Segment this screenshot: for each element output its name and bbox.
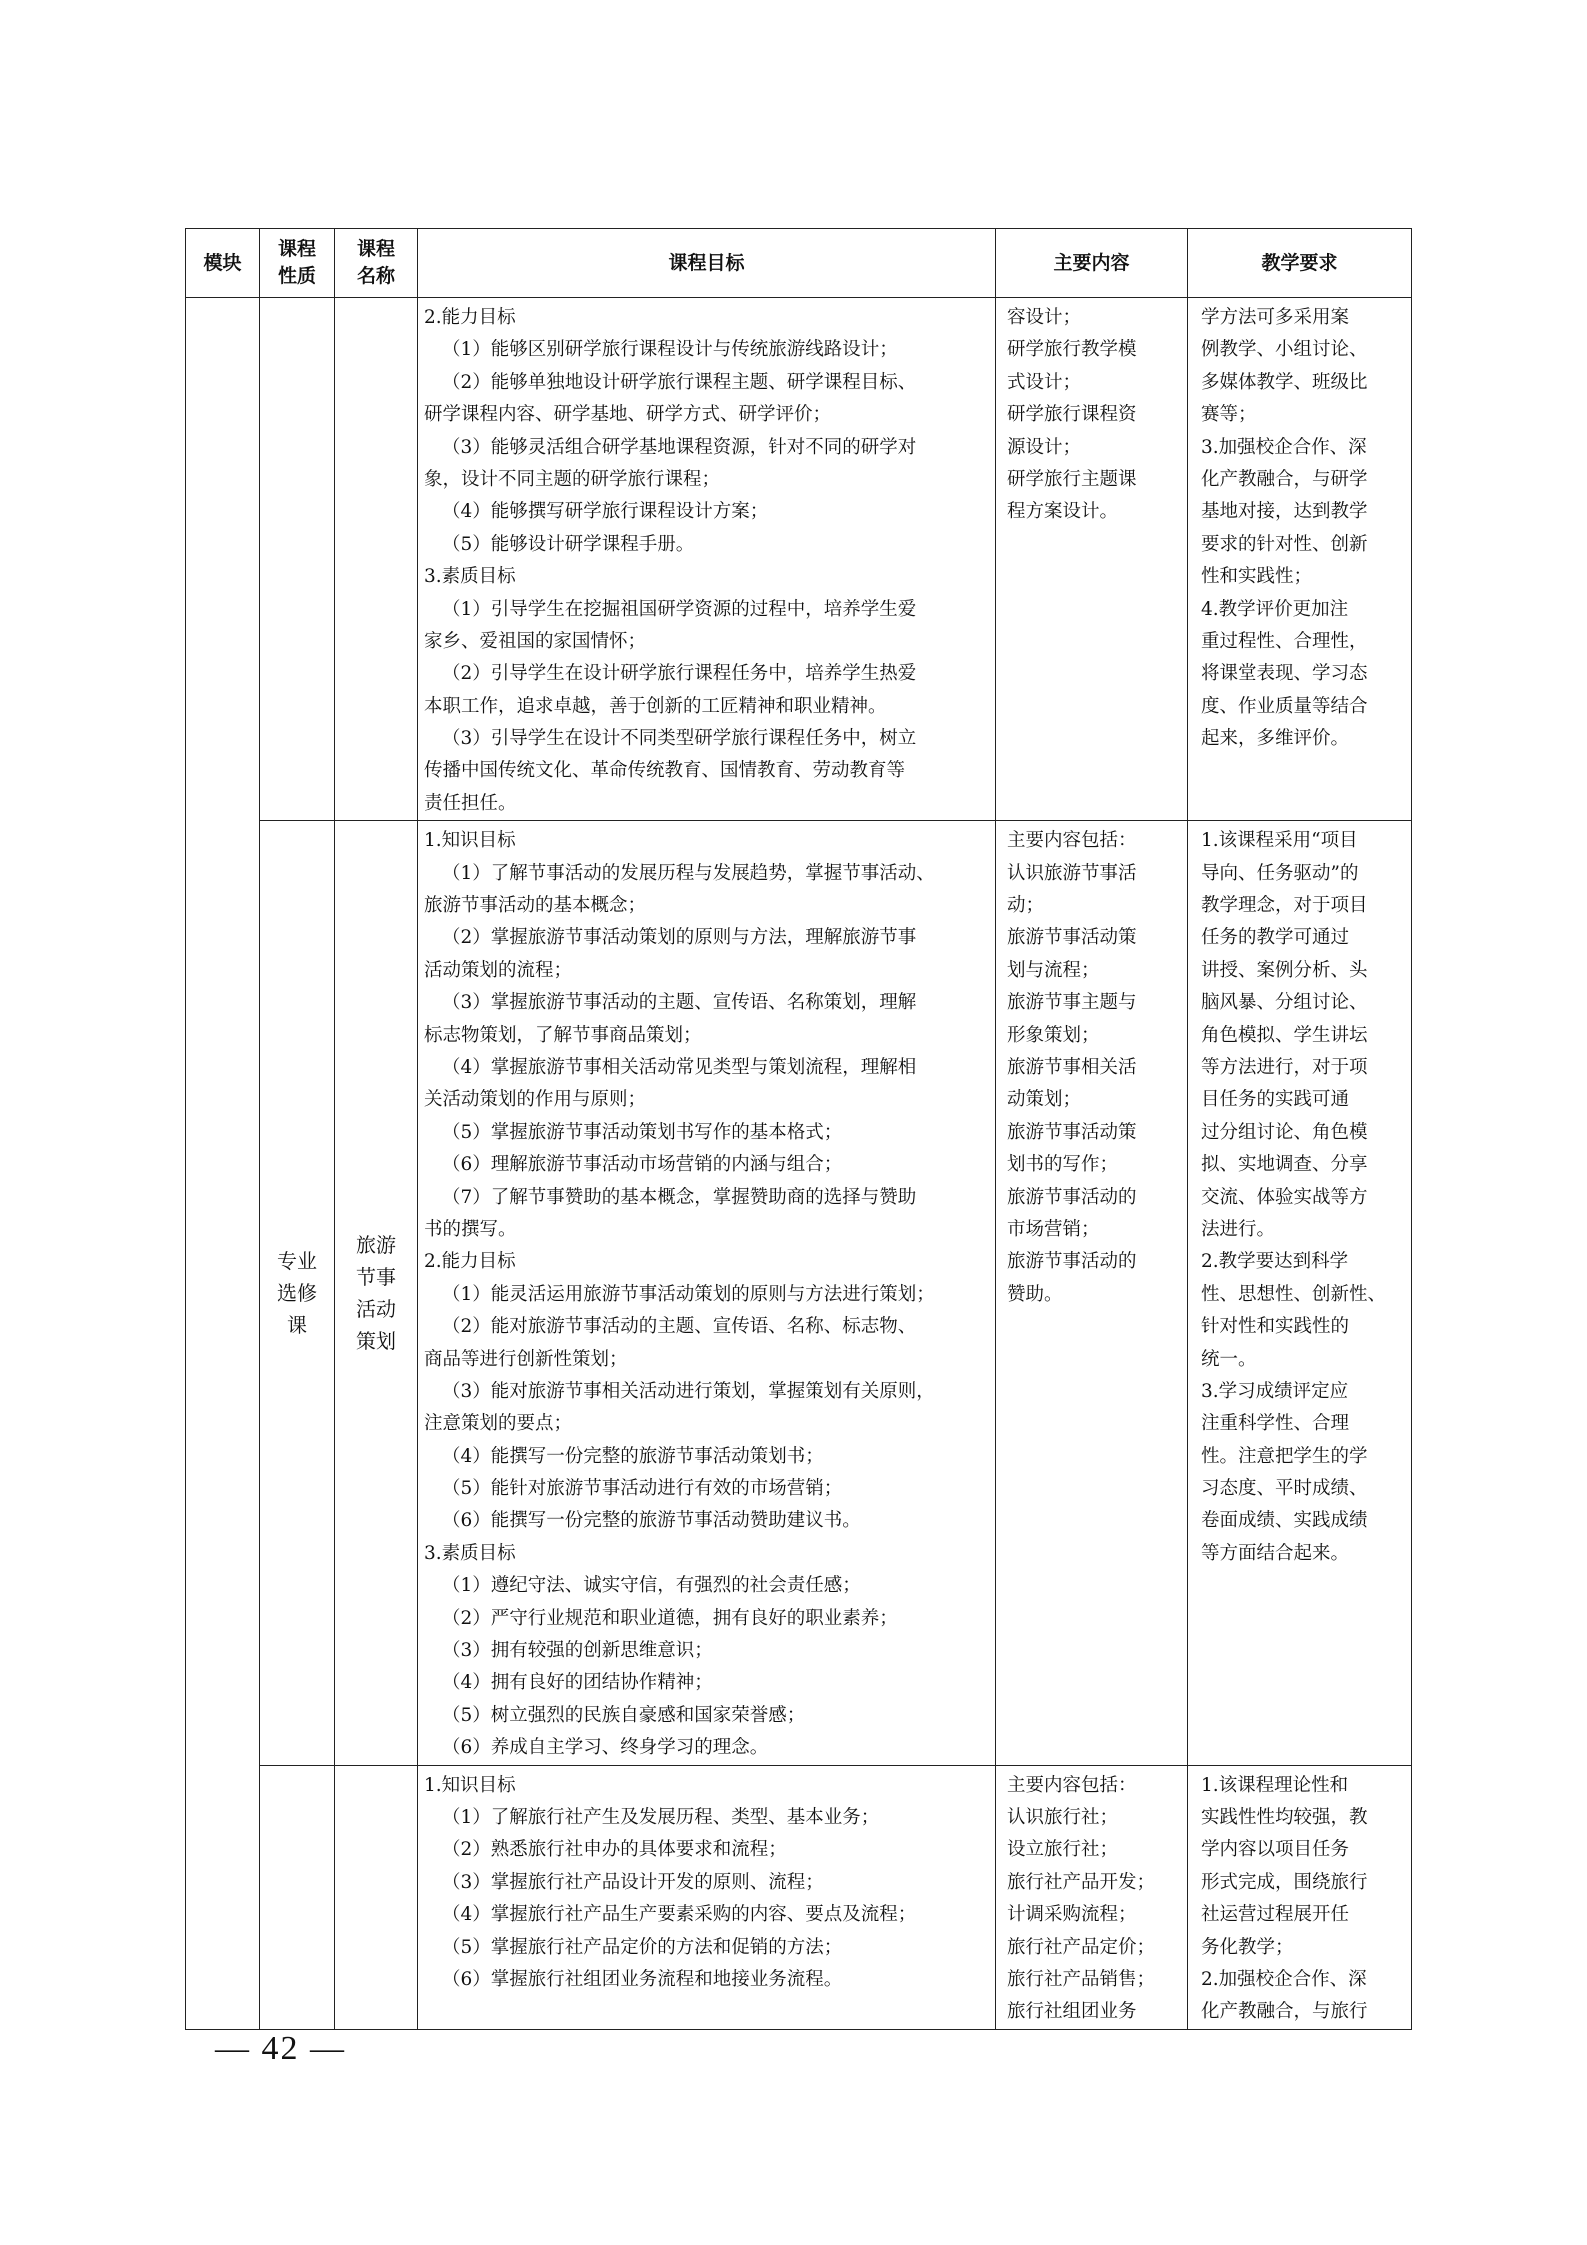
- text-line: 象，设计不同主题的研学旅行课程；: [424, 468, 721, 490]
- text-line: 脑风暴、分组讨论、: [1201, 992, 1368, 1014]
- text-line: （3）引导学生在设计不同类型研学旅行课程任务中，树立: [442, 728, 917, 750]
- text-line: （7）了解节事赞助的基本概念，掌握赞助商的选择与赞助: [442, 1186, 917, 1208]
- course-name-cell: [335, 821, 418, 1765]
- text-line: 1.该课程采用“项目: [1201, 830, 1358, 852]
- course-goals-cell: [418, 298, 996, 821]
- text-line: 形象策划；: [1007, 1024, 1100, 1046]
- text-line: 等方面结合起来。: [1201, 1542, 1350, 1564]
- text-line: 目任务的实践可通: [1201, 1089, 1350, 1111]
- text-line: （1）了解旅行社产生及发展历程、类型、基本业务；: [442, 1806, 880, 1828]
- text-line: 讲授、案例分析、头: [1201, 959, 1368, 981]
- text-line: 导向、任务驱动”的: [1201, 862, 1359, 884]
- label-line: 节事: [356, 1264, 396, 1289]
- text-line: 起来，多维评价。: [1201, 728, 1350, 750]
- text-line: （6）掌握旅行社组团业务流程和地接业务流程。: [442, 1968, 843, 1990]
- module-cell: [186, 298, 260, 2030]
- text-line: 2.能力目标: [424, 307, 516, 328]
- text-line: （2）能够单独地设计研学旅行课程主题、研学课程目标、: [442, 371, 917, 393]
- text-line: 拟、实地调查、分享: [1201, 1154, 1368, 1176]
- text-line: 式设计；: [1007, 371, 1082, 393]
- text-line: （6）能撰写一份完整的旅游节事活动赞助建议书。: [442, 1510, 861, 1532]
- text-line: （2）掌握旅游节事活动策划的原则与方法，理解旅游节事: [442, 927, 917, 949]
- text-line: 注意策划的要点；: [424, 1413, 573, 1435]
- text-line: （1）遵纪守法、诚实守信，有强烈的社会责任感；: [442, 1575, 861, 1597]
- main-content-cell: [996, 821, 1188, 1765]
- header-course-goals: 课程目标: [418, 229, 996, 298]
- text-line: 3.素质目标: [424, 1542, 516, 1564]
- text-line: 关活动策划的作用与原则；: [424, 1089, 647, 1111]
- text-line: 要求的针对性、创新: [1201, 533, 1368, 555]
- text-line: 社运营过程展开任: [1201, 1904, 1350, 1926]
- label-line: 选修: [277, 1280, 317, 1305]
- text-line: 主要内容包括：: [1007, 1774, 1137, 1796]
- text-line: 旅行社产品开发；: [1007, 1871, 1156, 1893]
- text-line: 习态度、平时成绩、: [1201, 1478, 1368, 1500]
- text-line: 源设计；: [1007, 436, 1082, 458]
- text-line: 旅游节事活动的: [1007, 1251, 1137, 1273]
- text-line: 2.能力目标: [424, 1251, 516, 1273]
- text-line: 责任担任。: [424, 792, 517, 814]
- text-line: 旅游节事活动的: [1007, 1186, 1137, 1208]
- text-line: 针对性和实践性的: [1201, 1316, 1350, 1338]
- text-line: （5）掌握旅行社产品定价的方法和促销的方法；: [442, 1936, 843, 1958]
- teaching-requirements-cell: [1188, 1765, 1412, 2029]
- text-line: 研学课程内容、研学基地、研学方式、研学评价；: [424, 404, 832, 426]
- text-line: 家乡、爱祖国的家国情怀；: [424, 630, 647, 652]
- header-course-nature: [260, 229, 335, 298]
- text-line: 形式完成，围绕旅行: [1201, 1871, 1368, 1893]
- table-row: [186, 298, 1412, 821]
- text-line: 性和实践性；: [1201, 566, 1313, 588]
- text-line: 重过程性、合理性，: [1201, 630, 1368, 652]
- text-line: 旅游节事主题与: [1007, 992, 1137, 1014]
- text-line: 书的撰写。: [424, 1218, 517, 1240]
- text-line: （4）能撰写一份完整的旅游节事活动策划书；: [442, 1445, 824, 1467]
- teaching-requirements-cell: [1188, 821, 1412, 1765]
- text-line: 主要内容包括：: [1007, 830, 1137, 852]
- course-table: [185, 228, 1412, 2030]
- text-line: 2.加强校企合作、深: [1201, 1968, 1367, 1990]
- text-line: 商品等进行创新性策划；: [424, 1348, 628, 1370]
- header-module: 模块: [186, 229, 260, 298]
- text-line: （3）能够灵活组合研学基地课程资源，针对不同的研学对: [442, 436, 917, 458]
- text-line: （1）引导学生在挖掘祖国研学资源的过程中，培养学生爱: [442, 598, 917, 620]
- text-line: 3.加强校企合作、深: [1201, 436, 1367, 458]
- text-line: 多媒体教学、班级比: [1201, 371, 1368, 393]
- text-line: 市场营销；: [1007, 1218, 1100, 1240]
- table-row: [186, 821, 1412, 1765]
- text-line: 实践性性均较强，教: [1201, 1806, 1368, 1828]
- text-line: （2）严守行业规范和职业道德，拥有良好的职业素养；: [442, 1607, 898, 1629]
- text-line: 1.知识目标: [424, 1774, 516, 1796]
- text-line: （4）拥有良好的团结协作精神；: [442, 1672, 713, 1694]
- text-line: 3.学习成绩评定应: [1201, 1380, 1349, 1402]
- text-line: （4）掌握旅行社产品生产要素采购的内容、要点及流程；: [442, 1904, 917, 1926]
- text-line: 教学理念，对于项目: [1201, 895, 1368, 917]
- text-line: 划与流程；: [1007, 959, 1100, 981]
- text-line: 设立旅行社；: [1007, 1839, 1119, 1861]
- main-content-cell: [996, 298, 1188, 821]
- text-line: （3）掌握旅行社产品设计开发的原则、流程；: [442, 1871, 824, 1893]
- text-line: 研学旅行课程资: [1007, 404, 1137, 426]
- text-line: （3）能对旅游节事相关活动进行策划，掌握策划有关原则，: [442, 1380, 935, 1402]
- text-line: 划书的写作；: [1007, 1154, 1119, 1176]
- text-line: 动策划；: [1007, 1089, 1082, 1111]
- text-line: 过分组讨论、角色模: [1201, 1121, 1368, 1143]
- text-line: 例教学、小组讨论、: [1201, 339, 1368, 361]
- text-line: 程方案设计。: [1007, 501, 1119, 523]
- header-teaching-requirements: 教学要求: [1188, 229, 1412, 298]
- text-line: （6）养成自主学习、终身学习的理念。: [442, 1737, 769, 1759]
- text-line: 卷面成绩、实践成绩: [1201, 1510, 1368, 1532]
- text-line: 旅游节事相关活: [1007, 1056, 1137, 1078]
- text-line: 交流、体验实战等方: [1201, 1186, 1368, 1208]
- course-nature-cell: [260, 298, 335, 821]
- text-line: 动；: [1007, 895, 1045, 917]
- course-name-cell: [335, 1765, 418, 2029]
- text-line: 容设计；: [1007, 307, 1082, 328]
- text-line: 计调采购流程；: [1007, 1904, 1137, 1926]
- text-line: （1）能够区别研学旅行课程设计与传统旅游线路设计；: [442, 339, 898, 361]
- text-line: 化产教融合，与旅行: [1201, 2001, 1368, 2023]
- text-line: 化产教融合，与研学: [1201, 468, 1368, 490]
- text-line: 旅游节事活动的基本概念；: [424, 895, 647, 917]
- text-line: 3.素质目标: [424, 566, 516, 588]
- table-row: [186, 1765, 1412, 2029]
- text-line: （4）能够撰写研学旅行课程设计方案；: [442, 501, 769, 523]
- header-course-name-line: 课程: [356, 238, 395, 260]
- label-line: 旅游: [356, 1232, 396, 1257]
- text-line: 旅行社组团业务: [1007, 2001, 1137, 2023]
- header-course-nature-line: 性质: [277, 265, 316, 287]
- text-line: 研学旅行教学模: [1007, 339, 1137, 361]
- text-line: 度、作业质量等结合: [1201, 695, 1368, 717]
- header-course-name: [335, 229, 418, 298]
- text-line: 任务的教学可通过: [1201, 927, 1350, 949]
- text-line: （2）能对旅游节事活动的主题、宣传语、名称、标志物、: [442, 1316, 917, 1338]
- text-line: 研学旅行主题课: [1007, 468, 1137, 490]
- text-line: 4.教学评价更加注: [1201, 598, 1349, 620]
- text-line: 1.知识目标: [424, 830, 516, 852]
- text-line: 本职工作，追求卓越，善于创新的工匠精神和职业精神。: [424, 695, 887, 717]
- text-line: （5）掌握旅游节事活动策划书写作的基本格式；: [442, 1121, 843, 1143]
- text-line: （3）拥有较强的创新思维意识；: [442, 1640, 713, 1662]
- header-course-nature-line: 课程: [277, 238, 316, 260]
- text-line: （4）掌握旅游节事相关活动常见类型与策划流程，理解相: [442, 1056, 917, 1078]
- text-line: 标志物策划，了解节事商品策划；: [424, 1024, 702, 1046]
- text-line: 注重科学性、合理: [1201, 1413, 1350, 1435]
- main-content-cell: [996, 1765, 1188, 2029]
- label-line: 课: [287, 1312, 307, 1337]
- text-line: 赞助。: [1007, 1283, 1063, 1305]
- text-line: 统一。: [1201, 1348, 1257, 1370]
- course-goals-cell: [418, 821, 996, 1765]
- course-nature-cell: [260, 1765, 335, 2029]
- text-line: 性、思想性、创新性、: [1201, 1283, 1387, 1305]
- text-line: 赛等；: [1201, 404, 1257, 426]
- text-line: （2）熟悉旅行社申办的具体要求和流程；: [442, 1839, 787, 1861]
- text-line: 认识旅行社；: [1007, 1806, 1119, 1828]
- text-line: （2）引导学生在设计研学旅行课程任务中，培养学生热爱: [442, 663, 917, 685]
- label-line: 策划: [356, 1328, 396, 1353]
- teaching-requirements-cell: [1188, 298, 1412, 821]
- text-line: 角色模拟、学生讲坛: [1201, 1024, 1368, 1046]
- label-line: 活动: [356, 1296, 396, 1321]
- header-course-name-line: 名称: [356, 265, 395, 287]
- text-line: 认识旅游节事活: [1007, 862, 1137, 884]
- text-line: 旅游节事活动策: [1007, 927, 1137, 949]
- table-header-row: [186, 229, 1412, 298]
- text-line: （5）树立强烈的民族自豪感和国家荣誉感；: [442, 1704, 806, 1726]
- label-line: 专业: [277, 1248, 317, 1273]
- text-line: 旅行社产品定价；: [1007, 1936, 1156, 1958]
- text-line: 活动策划的流程；: [424, 959, 573, 981]
- text-line: 2.教学要达到科学: [1201, 1251, 1349, 1273]
- course-goals-cell: [418, 1765, 996, 2029]
- text-line: 基地对接，达到教学: [1201, 501, 1368, 523]
- text-line: （6）理解旅游节事活动市场营销的内涵与组合；: [442, 1154, 843, 1176]
- page-number: — 42 —: [215, 2030, 346, 2067]
- course-nature-cell: [260, 821, 335, 1765]
- text-line: 旅游节事活动策: [1007, 1121, 1137, 1143]
- text-line: 等方法进行，对于项: [1201, 1056, 1368, 1078]
- text-line: （1）能灵活运用旅游节事活动策划的原则与方法进行策划；: [442, 1283, 935, 1305]
- text-line: 传播中国传统文化、革命传统教育、国情教育、劳动教育等: [424, 760, 906, 782]
- text-line: 性。注意把学生的学: [1201, 1445, 1368, 1467]
- text-line: （1）了解节事活动的发展历程与发展趋势，掌握节事活动、: [442, 862, 935, 884]
- text-line: 旅行社产品销售；: [1007, 1968, 1156, 1990]
- text-line: （5）能够设计研学课程手册。: [442, 533, 695, 555]
- text-line: 学方法可多采用案: [1201, 307, 1350, 328]
- header-main-content: 主要内容: [996, 229, 1188, 298]
- text-line: （3）掌握旅游节事活动的主题、宣传语、名称策划，理解: [442, 992, 917, 1014]
- text-line: 学内容以项目任务: [1201, 1839, 1350, 1861]
- text-line: 务化教学；: [1201, 1936, 1294, 1958]
- text-line: 法进行。: [1201, 1218, 1276, 1240]
- text-line: 1.该课程理论性和: [1201, 1774, 1349, 1796]
- course-name-cell: [335, 298, 418, 821]
- text-line: 将课堂表现、学习态: [1201, 663, 1368, 685]
- text-line: （5）能针对旅游节事活动进行有效的市场营销；: [442, 1478, 843, 1500]
